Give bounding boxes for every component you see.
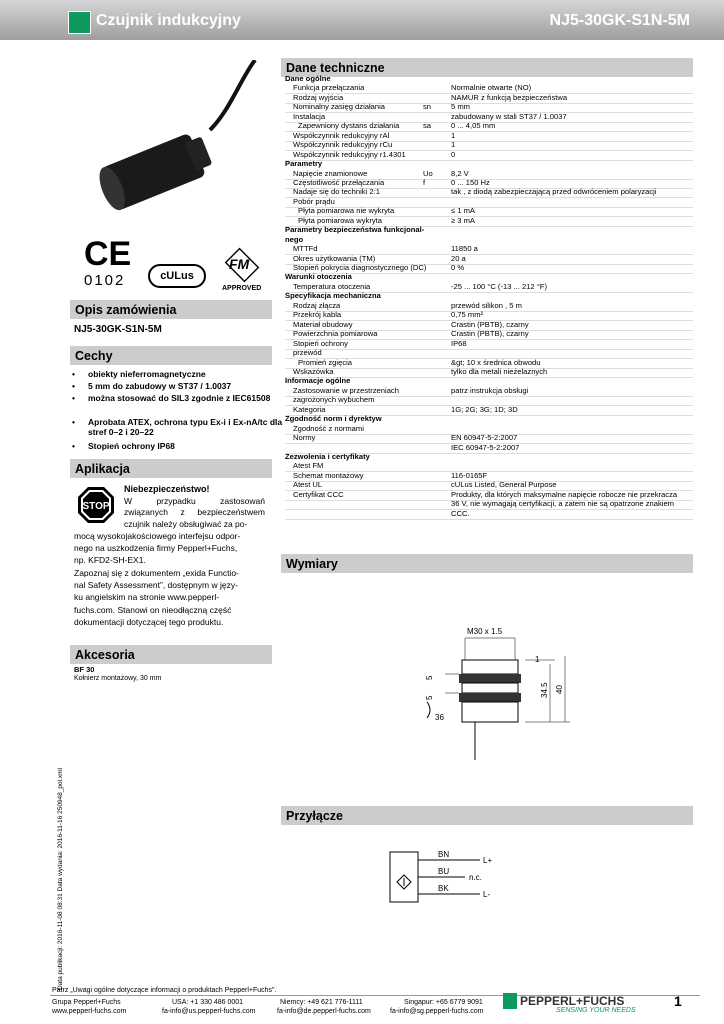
tech-row-label: Schemat montażowy bbox=[293, 470, 364, 480]
tech-row-label: Płyta pomiarowa nie wykryta bbox=[298, 206, 395, 216]
tech-row-label: Napięcie znamionowe bbox=[293, 168, 368, 178]
app-line: Zapoznaj się z dokumentem „exida Functio- bbox=[74, 568, 239, 578]
header-bar bbox=[0, 0, 724, 40]
tech-row-label: Warunki otoczenia bbox=[285, 272, 352, 282]
accessory-name: BF 30 bbox=[74, 665, 95, 674]
tech-row-value: 0 bbox=[451, 149, 456, 159]
tech-row-label: Instalacja bbox=[293, 111, 326, 121]
feature-item: • Stopień ochrony IP68 bbox=[74, 441, 284, 451]
tech-row-label: Zapewniony dystans działania bbox=[298, 121, 400, 131]
tech-row-label: Dane ogólne bbox=[285, 74, 331, 83]
brand-slogan: SENSING YOUR NEEDS bbox=[556, 1007, 636, 1014]
dimension-drawing bbox=[415, 620, 585, 760]
tech-row-value: 1 bbox=[451, 140, 456, 150]
tech-row-label: Zgodność norm i dyrektyw bbox=[285, 414, 382, 424]
svg-text:5: 5 bbox=[425, 675, 434, 680]
svg-text:36: 36 bbox=[435, 713, 444, 722]
tech-row-value: 36 V, nie wymagają certyfikacji, a zatem nie są opatrzone znakiem bbox=[451, 499, 675, 509]
connection-diagram bbox=[385, 840, 525, 910]
svg-text:L+: L+ bbox=[483, 856, 493, 865]
tech-row-value: zabudowany w stali ST37 / 1.0037 bbox=[451, 111, 567, 121]
app-line: fuchs.com. Stanowi on nieodłączną część bbox=[74, 605, 232, 615]
tech-row-value: przewód silikon , 5 m bbox=[451, 300, 522, 310]
footer-usa-email[interactable]: fa-info@us.pepperl-fuchs.com bbox=[162, 1008, 256, 1015]
feature-item: • obiekty nieferromagnetyczne bbox=[74, 369, 284, 379]
tech-row-value: ≥ 3 mA bbox=[451, 215, 476, 225]
brand-name: PEPPERL+FUCHS bbox=[520, 994, 625, 1008]
connection-section-title: Przyłącze bbox=[281, 806, 693, 825]
tech-row-label: Atest FM bbox=[293, 461, 324, 471]
tech-row-symbol: sn bbox=[423, 102, 432, 112]
tech-row-value: 1G; 2G; 3G; 1D; 3D bbox=[451, 404, 518, 414]
tech-row-symbol: f bbox=[423, 177, 426, 187]
tech-row-value: &gt; 10 x średnica obwodu bbox=[451, 357, 541, 367]
feature-item: • można stosować do SIL3 zgodnie z IEC61508 bbox=[74, 393, 284, 403]
tech-row-symbol: sa bbox=[423, 121, 432, 131]
tech-row-value: 0 % bbox=[451, 263, 465, 272]
tech-row-value: 0 ... 150 Hz bbox=[451, 177, 490, 187]
svg-text:40: 40 bbox=[555, 685, 564, 694]
footer-de-phone: Niemcy: +49 621 776-1111 bbox=[280, 999, 363, 1006]
svg-text:5: 5 bbox=[425, 695, 434, 700]
tech-row-label: Rodzaj wyjścia bbox=[293, 92, 344, 102]
tech-row-label: Okres użytkowania (TM) bbox=[293, 253, 376, 263]
page-number: 1 bbox=[674, 993, 682, 1009]
tech-row-value: 0,75 mm² bbox=[451, 310, 484, 320]
tech-row-value: patrz instrukcja obsługi bbox=[451, 385, 529, 395]
tech-row-value: Crastin (PBTB), czarny bbox=[451, 319, 529, 329]
feature-item: • Aprobata ATEX, ochrona typu Ex-i i Ex-nA/tc dla stref 0–2 i 20–22 bbox=[74, 417, 284, 437]
tech-row-value: tak , z diodą zabezpieczającą przed odwróceniem polaryzacji bbox=[451, 187, 657, 197]
tech-row-label: Materiał obudowy bbox=[293, 319, 353, 329]
app-line: nego na uszkodzenia firmy Pepperl+Fuchs, bbox=[74, 543, 238, 553]
tech-row-value: tylko dla metali nieżelaznych bbox=[451, 366, 548, 376]
tech-row-label: Stopień pokrycia diagnostycznego (DC) bbox=[293, 263, 427, 272]
tech-row-label: Przekrój kabla bbox=[293, 310, 342, 320]
tech-row-label: Nadaje się do techniki 2:1 bbox=[293, 187, 380, 197]
app-line: ku angielskim na stronie www.pepperl- bbox=[74, 592, 220, 602]
tech-row-label: Atest UL bbox=[293, 480, 323, 490]
tech-row-value: 11850 a bbox=[451, 244, 478, 254]
footer-company-web[interactable]: www.pepperl-fuchs.com bbox=[52, 1008, 127, 1015]
footer-sg-email[interactable]: fa-info@sg.pepperl-fuchs.com bbox=[390, 1008, 484, 1015]
tech-section-title: Dane techniczne bbox=[281, 58, 693, 77]
tech-row-label: Parametry bbox=[285, 159, 323, 169]
features-section-title: Cechy bbox=[70, 346, 272, 365]
footer-usa-phone: USA: +1 330 486 0001 bbox=[172, 999, 244, 1006]
tech-row-value: IEC 60947-5-2:2007 bbox=[451, 442, 520, 452]
tech-row-value: 20 a bbox=[451, 253, 466, 263]
app-line: W przypadku zastosowań bbox=[124, 496, 265, 506]
svg-text:1: 1 bbox=[535, 655, 540, 664]
tech-row-value: 116-0165F bbox=[451, 470, 488, 480]
feature-item: • 5 mm do zabudowy w ST37 / 1.0037 bbox=[74, 381, 284, 391]
tech-row-label: Certyfikat CCC bbox=[293, 489, 344, 499]
tech-row-label: MTTFd bbox=[293, 244, 318, 254]
dimensions-section-title: Wymiary bbox=[281, 554, 693, 573]
publication-info: Data publikacji: 2016-11-08 08:31 Data wydania: 2016-11-16 250948_pol.xml bbox=[57, 768, 64, 990]
tech-row-value: 8,2 V bbox=[451, 168, 469, 178]
tech-row-value: -25 ... 100 °C (-13 ... 212 °F) bbox=[451, 281, 547, 291]
tech-row-value: Crastin (PBTB), czarny bbox=[451, 329, 529, 339]
tech-row-label: Promień zgięcia bbox=[298, 357, 353, 367]
application-section-title: Aplikacja bbox=[70, 459, 272, 478]
svg-text:n.c.: n.c. bbox=[469, 873, 482, 882]
tech-row bbox=[285, 509, 693, 520]
tech-row-value: 5 mm bbox=[451, 102, 470, 112]
tech-row-label: Zastosowanie w przestrzeniach bbox=[293, 385, 399, 395]
accessories-section-title: Akcesoria bbox=[70, 645, 272, 664]
tech-row-label: Temperatura otoczenia bbox=[293, 281, 371, 291]
tech-row-symbol: Uo bbox=[423, 168, 433, 178]
tech-row-label: Współczynnik redukcyjny r1.4301 bbox=[293, 149, 406, 159]
tech-row-value: 1 bbox=[451, 130, 456, 140]
app-line: związanych z bezpieczeństwem bbox=[124, 507, 265, 517]
tech-row-label: Płyta pomiarowa wykryta bbox=[298, 215, 382, 225]
app-line: np. KFD2-SH-EX1. bbox=[74, 555, 146, 565]
tech-row-label: Zezwolenia i certyfikaty bbox=[285, 452, 370, 461]
ul-mark: cULus bbox=[148, 264, 206, 288]
page-title: Czujnik indukcyjny bbox=[96, 12, 241, 29]
ce-mark: CE bbox=[84, 235, 132, 273]
svg-text:L-: L- bbox=[483, 890, 491, 899]
tech-row-label: Funkcja przełączania bbox=[293, 83, 365, 93]
tech-row-label: Rodzaj złącza bbox=[293, 300, 341, 310]
tech-row-label: Nominalny zasięg działania bbox=[293, 102, 386, 112]
footer-sg-phone: Singapur: +65 6779 9091 bbox=[404, 999, 483, 1006]
tech-row-value: 0 ... 4,05 mm bbox=[451, 121, 496, 131]
brand-logo-icon bbox=[503, 993, 517, 1009]
accessory-desc: Kołnierz montażowy, 30 mm bbox=[74, 675, 162, 682]
svg-text:M30 x 1.5: M30 x 1.5 bbox=[467, 627, 503, 636]
footer-note: Patrz „Uwagi ogólne dotyczące informacji o produktach Pepperl+Fuchs". bbox=[52, 987, 277, 994]
tech-row-value: cULus Listed, General Purpose bbox=[451, 480, 557, 490]
tech-row-label: Informacje ogólne bbox=[285, 376, 351, 386]
tech-row-label: Stopień ochrony bbox=[293, 338, 348, 348]
app-line: nal Safety Assessment”, dostępnym w języ- bbox=[74, 580, 238, 590]
tech-row-label: Normy bbox=[293, 433, 316, 443]
svg-text:34.5: 34.5 bbox=[540, 682, 549, 698]
tech-row-label: Pobór prądu bbox=[293, 196, 335, 206]
footer-de-email[interactable]: fa-info@de.pepperl-fuchs.com bbox=[277, 1008, 371, 1015]
fm-mark-text: FM bbox=[229, 256, 250, 272]
svg-text:BN: BN bbox=[438, 850, 450, 859]
danger-title: Niebezpieczeństwo! bbox=[124, 484, 210, 494]
tech-row-label: Współczynnik redukcyjny rAl bbox=[293, 130, 390, 140]
footer-company: Grupa Pepperl+Fuchs bbox=[52, 999, 121, 1006]
tech-row-label: Kategoria bbox=[293, 404, 326, 414]
tech-row-value: CCC. bbox=[451, 508, 470, 518]
tech-row-label: Specyfikacja mechaniczna bbox=[285, 291, 381, 301]
app-line: czujnik należy obsługiwać za po- bbox=[124, 519, 248, 529]
tech-row-label: zagrożonych wybuchem bbox=[293, 395, 375, 405]
header-square-icon bbox=[68, 11, 91, 34]
svg-text:BK: BK bbox=[438, 884, 449, 893]
tech-row-label: Wskazówka bbox=[293, 366, 334, 376]
product-photo bbox=[80, 60, 270, 230]
tech-row-value: NAMUR z funkcją bezpieczeństwa bbox=[451, 92, 568, 102]
order-code: NJ5-30GK-S1N-5M bbox=[74, 324, 162, 335]
tech-row-value: Produkty, dla których maksymalne napięcie robocze nie przekracza bbox=[451, 489, 678, 499]
fm-approved: APPROVED bbox=[222, 285, 262, 292]
svg-text:BU: BU bbox=[438, 867, 450, 876]
tech-row-label: Zgodność z normami bbox=[293, 423, 364, 433]
tech-row-value: IP68 bbox=[451, 338, 467, 348]
tech-row-label: przewód bbox=[293, 348, 322, 358]
product-code: NJ5-30GK-S1N-5M bbox=[549, 12, 690, 29]
tech-row-value: Normalnie otwarte (NO) bbox=[451, 83, 532, 93]
order-section-title: Opis zamówienia bbox=[70, 300, 272, 319]
stop-sign-icon bbox=[77, 486, 115, 524]
tech-row-label: Parametry bezpieczeństwa funkcjonal- bbox=[285, 225, 425, 235]
tech-row-value: EN 60947-5-2:2007 bbox=[451, 433, 518, 443]
app-line: mocą wysokojakościowego interfejsu odpor- bbox=[74, 531, 241, 541]
tech-row-label: nego bbox=[285, 234, 304, 244]
tech-row-value: ≤ 1 mA bbox=[451, 206, 476, 216]
svg-text:STOP: STOP bbox=[82, 501, 110, 512]
tech-row-label: Częstotliwość przełączania bbox=[293, 177, 385, 187]
tech-row-label: Współczynnik redukcyjny rCu bbox=[293, 140, 393, 150]
tech-row-label: Powierzchnia pomiarowa bbox=[293, 329, 378, 339]
ce-number: 0102 bbox=[84, 272, 126, 289]
app-line: dokumentacji dotyczącej tego produktu. bbox=[74, 617, 224, 627]
